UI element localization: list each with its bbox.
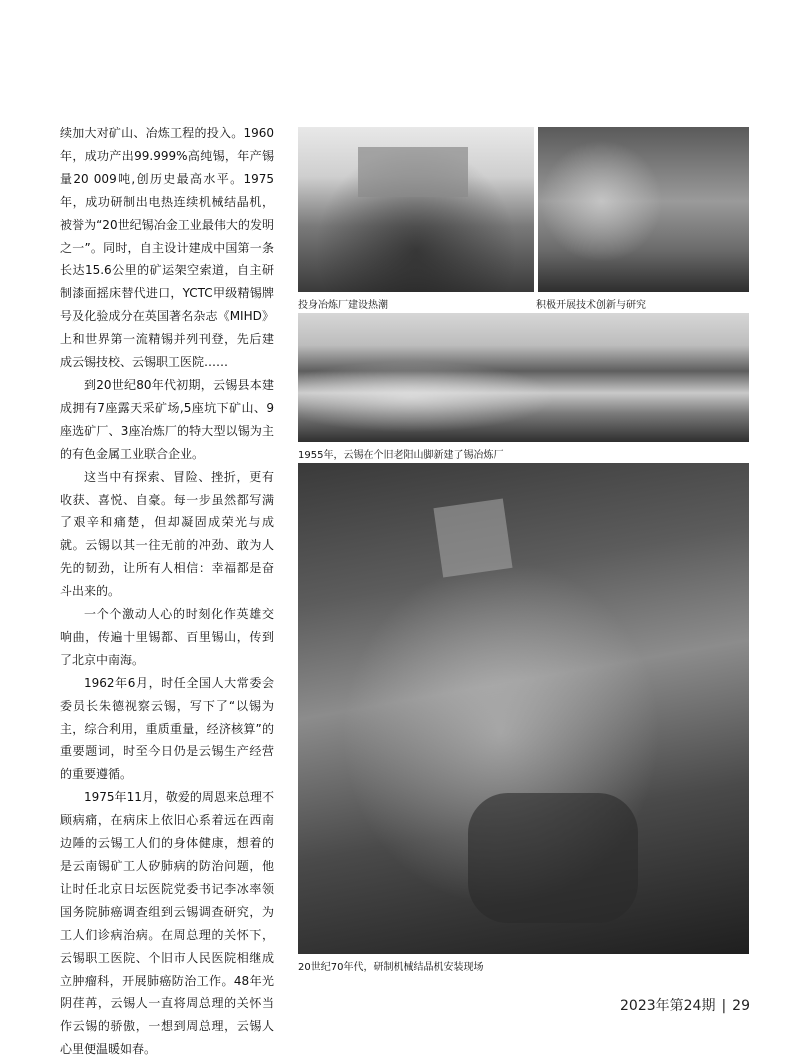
photo-smelter-construction xyxy=(298,127,534,292)
paragraph-5: 1962年6月，时任全国人大常委会委员长朱德视察云锡，写下了“以锡为主，综合利用，重质重量，经济核算”的重要题词，时至今日仍是云锡生产经营的重要遵循。 xyxy=(60,675,274,782)
photo-technical-innovation xyxy=(538,127,749,292)
photo-caption-4: 20世纪70年代，研制机械结晶机安装现场 xyxy=(298,962,484,973)
paragraph-2: 到20世纪80年代初期，云锡县本建成拥有7座露天采矿场,5座坑下矿山、9座选矿厂、3座冶炼厂的特大型以锡为主的有色金属工业联合企业。 xyxy=(60,377,274,461)
photo-machine-installation xyxy=(298,463,749,954)
paragraph-6: 1975年11月，敬爱的周恩来总理不顾病痛，在病床上依旧心系着远在西南边陲的云锡工人们的身体健康，想着的是云南锡矿工人矽肺病的防治问题，他让时任北京日坛医院党委书记李冰率领国务院肺癌调查组到云锡调查研究，为工人们诊病治病。在周总理的关怀下，云锡职工医院、个旧市人民医院相继成立肿瘤科，开展肺癌防治工作。48年光阴荏苒，云锡人一直将周总理的关怀当作云锡的骄傲，一想到周总理，云锡人心里便温暖如春。 xyxy=(60,790,274,1057)
page-footer xyxy=(620,995,750,1015)
article-text-column xyxy=(60,122,274,1061)
photo-caption-2: 积极开展技术创新与研究 xyxy=(536,300,646,311)
paragraph-4: 一个个激动人心的时刻化作英雄交响曲，传遍十里锡都、百里锡山，传到了北京中南海。 xyxy=(60,607,274,667)
footer-divider: | xyxy=(721,998,727,1014)
paragraph-3: 这当中有探索、冒险、挫折，更有收获、喜悦、自豪。每一步虽然都写满了艰辛和痛楚，但却凝固成荣光与成就。云锡以其一往无前的冲劲、敢为人先的韧劲，让所有人相信：幸福都是奋斗出来的。 xyxy=(60,469,274,599)
issue-label: 2023年第24期 xyxy=(620,998,716,1014)
photo-landscape-lake xyxy=(298,313,749,442)
photo-caption-3: 1955年，云锡在个旧老阳山脚新建了锡冶炼厂 xyxy=(298,450,504,461)
page-number: 29 xyxy=(732,998,750,1014)
photo-caption-1: 投身冶炼厂建设热潮 xyxy=(298,300,388,311)
paragraph-1: 续加大对矿山、冶炼工程的投入。1960年，成功产出99.999%高纯锡，年产锡量20 009吨,创历史最高水平。1975年，成功研制出电热连续机械结晶机，被誉为“20世纪锡冶金工业最伟大的发明之一”。同时，自主设计建成中国第一条长达15.6公里的矿运架空索道，自主研制漆面摇床替代进口，YCTC甲级精锡牌号及化验成分在英国著名杂志《MIHD》上和世界第一流精锡并列刊登，先后建成云锡技校、云锡职工医院…… xyxy=(60,126,274,370)
